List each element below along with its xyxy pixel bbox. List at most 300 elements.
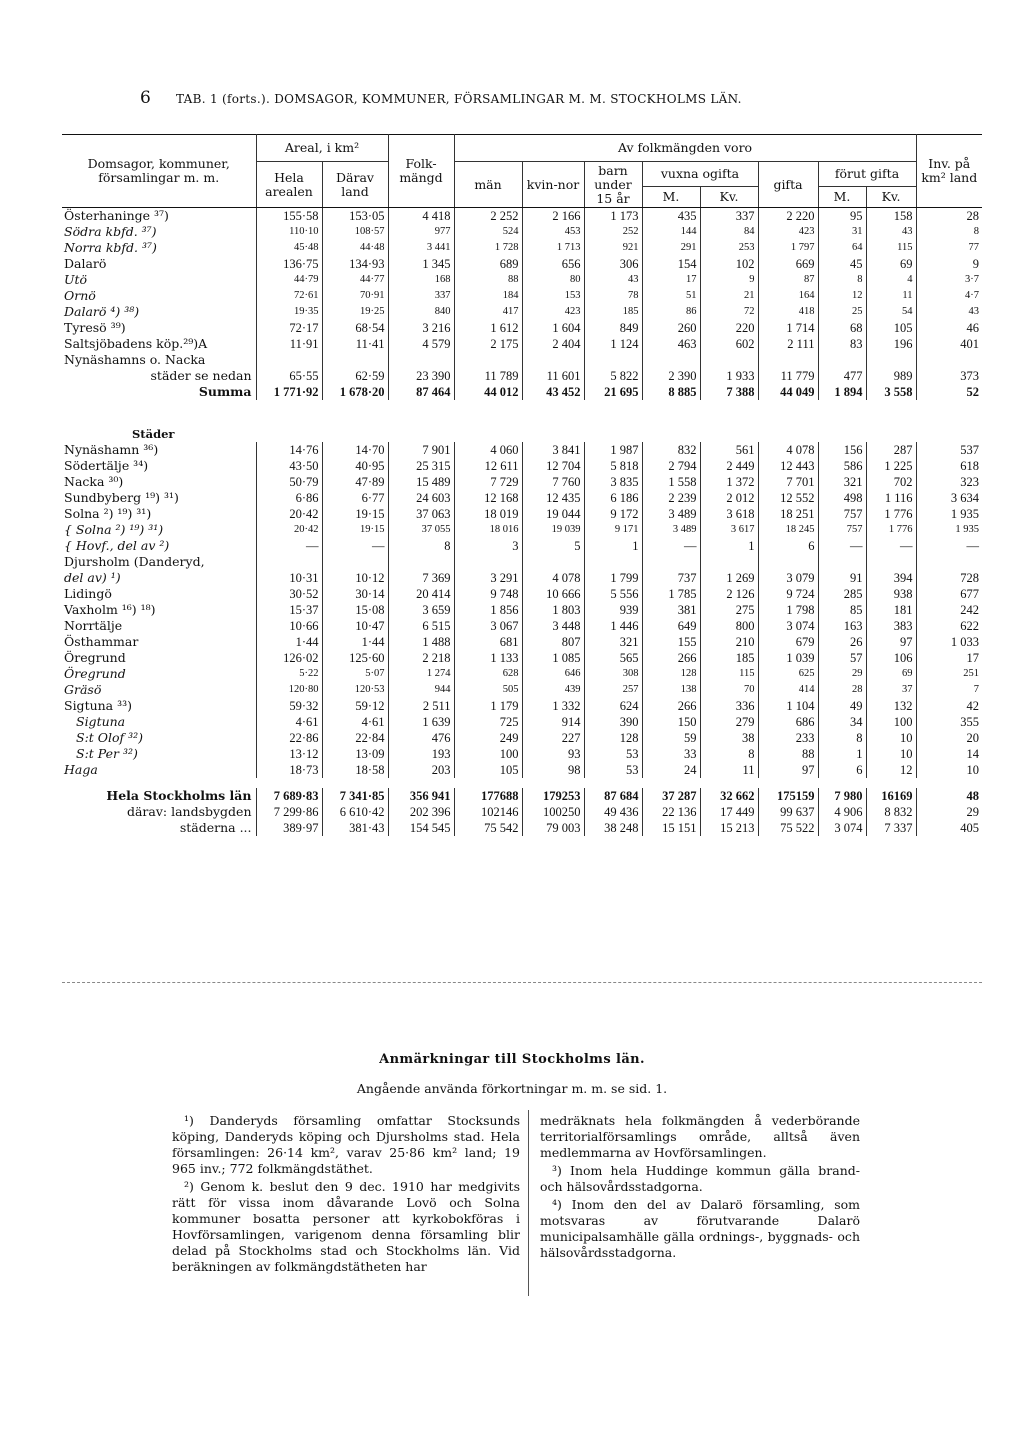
- table-row: [62, 820, 982, 836]
- table-row: [62, 666, 982, 682]
- cell: 8: [818, 272, 866, 288]
- cell: 7 337: [866, 820, 916, 836]
- cell: 2 239: [642, 490, 700, 506]
- table-row: [62, 240, 982, 256]
- row-label: Österhaninge ³⁷): [62, 208, 256, 225]
- cell: 22 136: [642, 804, 700, 820]
- cell: 50·79: [256, 474, 322, 490]
- table-row: [62, 698, 982, 714]
- cell: 32 662: [700, 788, 758, 804]
- cell: 3·7: [965, 274, 980, 285]
- row-label: Summa: [62, 384, 256, 400]
- cell: 800: [700, 618, 758, 634]
- table-body-totals: [62, 788, 982, 836]
- col-av-header: Av folkmängden voro: [454, 135, 916, 162]
- cell: 308: [584, 666, 642, 682]
- cell: 19 039: [522, 522, 584, 538]
- cell: 1 798: [758, 602, 818, 618]
- cell: 19·35: [256, 304, 322, 320]
- cell: 110·10: [256, 224, 322, 240]
- cell: [916, 554, 982, 570]
- cell: 21: [700, 288, 758, 304]
- cell: 728: [960, 571, 980, 585]
- cell: 86: [642, 304, 700, 320]
- cell: 18·58: [322, 762, 388, 778]
- cell: 3 617: [700, 522, 758, 538]
- table-row: [62, 208, 982, 225]
- cell: 144: [642, 224, 700, 240]
- cell: 418: [758, 304, 818, 320]
- cell: 22·84: [322, 730, 388, 746]
- cell: 679: [758, 634, 818, 650]
- cell: 649: [642, 618, 700, 634]
- cell: 11 779: [758, 368, 818, 384]
- cell: 18 245: [758, 522, 818, 538]
- cell: 177688: [454, 788, 522, 804]
- cell: [388, 554, 454, 570]
- cell: 44·48: [322, 240, 388, 256]
- cell: 9 172: [584, 506, 642, 522]
- cell: —: [818, 538, 866, 554]
- cell: 12 443: [758, 458, 818, 474]
- cell: 8 832: [866, 804, 916, 820]
- cell: 84: [700, 224, 758, 240]
- cell: 43 452: [522, 384, 584, 400]
- cell: 105: [454, 762, 522, 778]
- row-label: Djursholm (Danderyd,: [62, 554, 256, 570]
- cell: 3 448: [522, 618, 584, 634]
- cell: 498: [818, 490, 866, 506]
- row-label: Saltsjöbadens köp.²⁹)A: [62, 336, 256, 352]
- cell: 1: [700, 538, 758, 554]
- col-hela-header: Hela arealen: [256, 162, 322, 208]
- cell: 291: [642, 240, 700, 256]
- cell: 689: [454, 256, 522, 272]
- cell: 439: [522, 682, 584, 698]
- cell: 134·93: [322, 256, 388, 272]
- cell: [584, 554, 642, 570]
- cell: 337: [388, 288, 454, 304]
- cell: 85: [818, 602, 866, 618]
- table-row: [62, 538, 982, 554]
- row-label: Lidingö: [62, 586, 256, 602]
- cell: 401: [960, 337, 980, 351]
- cell: 3 618: [700, 506, 758, 522]
- note-4: ⁴) Inom den del av Dalarö församling, som motsvaras av förutvarande Dalarö municipalsamhälle gälla ordnings-, byggnads- och hälsovårdsstadgorna.: [540, 1197, 860, 1260]
- table-row: [62, 618, 982, 634]
- row-label: Tyresö ³⁹): [62, 320, 256, 336]
- cell: 47·89: [322, 474, 388, 490]
- cell: 12 168: [454, 490, 522, 506]
- cell: 921: [584, 240, 642, 256]
- cell: 4 060: [454, 442, 522, 458]
- cell: 1·44: [322, 634, 388, 650]
- cell: 105: [866, 320, 916, 336]
- cell: 624: [584, 698, 642, 714]
- cell: 5 822: [584, 368, 642, 384]
- cell: 43: [968, 306, 980, 317]
- cell: 849: [584, 320, 642, 336]
- cell: [818, 554, 866, 570]
- cell: 4·61: [256, 714, 322, 730]
- cell: 9 724: [758, 586, 818, 602]
- cell: 6: [818, 762, 866, 778]
- cell: 6: [758, 538, 818, 554]
- cell: 12 552: [758, 490, 818, 506]
- cell: 72: [700, 304, 758, 320]
- cell: 7 341·85: [322, 788, 388, 804]
- cell: [522, 554, 584, 570]
- cell: 677: [960, 587, 980, 601]
- cell: 1 713: [522, 240, 584, 256]
- cell: 75 522: [758, 820, 818, 836]
- cell: 53: [584, 746, 642, 762]
- cell: 30·52: [256, 586, 322, 602]
- cell: —: [322, 538, 388, 554]
- cell: 91: [818, 570, 866, 586]
- cell: 87 684: [584, 788, 642, 804]
- cell: 2 252: [454, 208, 522, 225]
- table-header: [62, 135, 982, 208]
- cell: 253: [700, 240, 758, 256]
- cell: 10·12: [322, 570, 388, 586]
- cell: [916, 352, 982, 368]
- cell: 13·09: [322, 746, 388, 762]
- cell: 16169: [866, 788, 916, 804]
- cell: 1 987: [584, 442, 642, 458]
- cell: 561: [700, 442, 758, 458]
- cell: 7 701: [758, 474, 818, 490]
- cell: 88: [758, 746, 818, 762]
- table-row: [62, 650, 982, 666]
- cell: 423: [758, 224, 818, 240]
- cell: 14: [966, 747, 980, 761]
- cell: 989: [866, 368, 916, 384]
- page-number: 6: [140, 88, 151, 108]
- cell: 10: [866, 746, 916, 762]
- note-1: ¹) Danderyds församling omfattar Stocksunds köping, Danderyds köping och Djursholms stad. Hela församlingen: 26·14 km², varav 25·86 km² land; 19 965 inv.; 772 folkmängdstäthet.: [172, 1113, 520, 1176]
- cell: 285: [818, 586, 866, 602]
- cell: 11 789: [454, 368, 522, 384]
- cell: 20: [966, 731, 980, 745]
- cell: 2 012: [700, 490, 758, 506]
- cell: 233: [758, 730, 818, 746]
- cell: 622: [960, 619, 980, 633]
- cell: 10·31: [256, 570, 322, 586]
- cell: 1 797: [758, 240, 818, 256]
- cell: 98: [522, 762, 584, 778]
- cell: [584, 352, 642, 368]
- cell: 1 446: [584, 618, 642, 634]
- cell: 394: [866, 570, 916, 586]
- cell: 3 634: [950, 491, 980, 505]
- col-vuxna-m-header: M.: [642, 187, 700, 208]
- cell: 15 213: [700, 820, 758, 836]
- running-title: TAB. 1 (forts.). DOMSAGOR, KOMMUNER, FÖRSAMLINGAR M. M. STOCKHOLMS LÄN.: [176, 92, 742, 106]
- table-row: [62, 634, 982, 650]
- cell: 42: [966, 699, 980, 713]
- table-row: [62, 320, 982, 336]
- cell: 181: [866, 602, 916, 618]
- cell: 737: [642, 570, 700, 586]
- cell: 249: [454, 730, 522, 746]
- cell: 83: [818, 336, 866, 352]
- cell: 54: [866, 304, 916, 320]
- cell: 72·61: [256, 288, 322, 304]
- cell: 3 558: [866, 384, 916, 400]
- cell: 6·77: [322, 490, 388, 506]
- cell: 19·15: [322, 522, 388, 538]
- cell: 8: [388, 538, 454, 554]
- notes-right-column: [540, 1113, 860, 1263]
- table-row: [62, 586, 982, 602]
- cell: 2 220: [758, 208, 818, 225]
- cell: 37 287: [642, 788, 700, 804]
- row-label: del av) ¹): [62, 570, 256, 586]
- cell: 3 841: [522, 442, 584, 458]
- cell: 832: [642, 442, 700, 458]
- cell: 210: [700, 634, 758, 650]
- cell: 12 435: [522, 490, 584, 506]
- cell: 3: [454, 538, 522, 554]
- note-2: ²) Genom k. beslut den 9 dec. 1910 har medgivits rätt för vissa inom dåvarande Lovö och Solna kommuner bosatta personer att kyrkobokföras i Hovförsamlingen, varigenom denna församling blir delad på Stockholms stad och Stockholms län. Vid beräkningen av folkmängdstätheten har: [172, 1179, 520, 1274]
- cell: 20 414: [388, 586, 454, 602]
- row-label: Södra kbfd. ³⁷): [62, 224, 256, 240]
- row-label: Nynäshamns o. Nacka: [62, 352, 256, 368]
- cell: 59·12: [322, 698, 388, 714]
- col-name-header: Domsagor, kommuner, församlingar m. m.: [62, 135, 256, 208]
- cell: 1 604: [522, 320, 584, 336]
- cell: 97: [758, 762, 818, 778]
- table-row: [62, 384, 982, 400]
- cell: 45: [818, 256, 866, 272]
- col-darav-header: Därav land: [322, 162, 388, 208]
- cell: 356 941: [388, 788, 454, 804]
- cell: 132: [866, 698, 916, 714]
- cell: 64: [818, 240, 866, 256]
- cell: 38 248: [584, 820, 642, 836]
- cell: 52: [966, 385, 980, 399]
- cell: 70: [700, 682, 758, 698]
- cell: 2 511: [388, 698, 454, 714]
- cell: 3 489: [642, 522, 700, 538]
- table-row: [62, 730, 982, 746]
- cell: 44 049: [758, 384, 818, 400]
- cell: 9 748: [454, 586, 522, 602]
- cell: [818, 352, 866, 368]
- col-areal-header: Areal, i km²: [256, 135, 388, 162]
- cell: 1·44: [256, 634, 322, 650]
- cell: 138: [642, 682, 700, 698]
- cell: 29: [966, 805, 980, 819]
- notes-title: Anmärkningar till Stockholms län.: [379, 1052, 645, 1067]
- cell: 11·91: [256, 336, 322, 352]
- table-body-landsbygd: [62, 208, 982, 401]
- cell: 565: [584, 650, 642, 666]
- table-row: [62, 352, 982, 368]
- cell: 193: [388, 746, 454, 762]
- cell: 524: [454, 224, 522, 240]
- cell: 3 079: [758, 570, 818, 586]
- cell: 4 078: [758, 442, 818, 458]
- cell: 3 659: [388, 602, 454, 618]
- cell: 18·73: [256, 762, 322, 778]
- cell: 10 666: [522, 586, 584, 602]
- cell: 68: [818, 320, 866, 336]
- cell: 33: [642, 746, 700, 762]
- cell: 4: [866, 272, 916, 288]
- cell: 1 104: [758, 698, 818, 714]
- cell: 2 218: [388, 650, 454, 666]
- cell: 185: [584, 304, 642, 320]
- cell: 628: [454, 666, 522, 682]
- cell: 18 016: [454, 522, 522, 538]
- table-row: [62, 788, 982, 804]
- col-barn-header: barn under 15 år: [584, 162, 642, 208]
- col-forut-header: förut gifta: [818, 162, 916, 187]
- cell: 3 074: [818, 820, 866, 836]
- cell: 106: [866, 650, 916, 666]
- cell: 3 291: [454, 570, 522, 586]
- cell: 4·7: [965, 290, 980, 301]
- cell: 8: [973, 226, 980, 237]
- cell: [700, 352, 758, 368]
- cell: 24: [642, 762, 700, 778]
- row-label: Solna ²) ¹⁹) ³¹): [62, 506, 256, 522]
- row-label: Sigtuna: [62, 714, 256, 730]
- cell: 126·02: [256, 650, 322, 666]
- table-row: [62, 490, 982, 506]
- cell: 423: [522, 304, 584, 320]
- col-gifta-header: gifta: [758, 162, 818, 208]
- cell: 185: [700, 650, 758, 666]
- cell: 725: [454, 714, 522, 730]
- cell: 306: [584, 256, 642, 272]
- cell: 20·42: [256, 522, 322, 538]
- cell: 29: [818, 666, 866, 682]
- note-3: ³) Inom hela Huddinge kommun gälla brand- och hälsovårdsstadgorna.: [540, 1163, 860, 1194]
- cell: 93: [522, 746, 584, 762]
- cell: 1 799: [584, 570, 642, 586]
- cell: 2 175: [454, 336, 522, 352]
- cell: 49: [818, 698, 866, 714]
- cell: 48: [966, 789, 980, 803]
- cell: 175159: [758, 788, 818, 804]
- cell: 65·55: [256, 368, 322, 384]
- cell: 417: [454, 304, 522, 320]
- cell: 586: [818, 458, 866, 474]
- cell: 10: [966, 763, 980, 777]
- cell: 1 039: [758, 650, 818, 666]
- cell: 179253: [522, 788, 584, 804]
- cell: 115: [700, 666, 758, 682]
- cell: 120·53: [322, 682, 388, 698]
- cell: 669: [758, 256, 818, 272]
- cell: 44 012: [454, 384, 522, 400]
- cell: 17: [966, 651, 980, 665]
- cell: 15·37: [256, 602, 322, 618]
- row-label: Östhammar: [62, 634, 256, 650]
- cell: 266: [642, 698, 700, 714]
- cell: [454, 554, 522, 570]
- cell: 154: [642, 256, 700, 272]
- table-row: [62, 368, 982, 384]
- cell: 87: [758, 272, 818, 288]
- cell: 914: [522, 714, 584, 730]
- cell: 477: [818, 368, 866, 384]
- table-row: [62, 474, 982, 490]
- col-vuxna-header: vuxna ogifta: [642, 162, 758, 187]
- col-vuxna-kv-header: Kv.: [700, 187, 758, 208]
- table-body-stader: [62, 442, 982, 778]
- row-label: därav: landsbygden: [62, 804, 256, 820]
- cell: 46: [966, 321, 980, 335]
- cell: 77: [968, 242, 980, 253]
- cell: 37: [866, 682, 916, 698]
- row-label: Norrtälje: [62, 618, 256, 634]
- cell: 1 033: [950, 635, 980, 649]
- cell: 168: [388, 272, 454, 288]
- cell: 25: [818, 304, 866, 320]
- cell: 977: [388, 224, 454, 240]
- cell: 17 449: [700, 804, 758, 820]
- table-row: [62, 522, 982, 538]
- cell: 22·86: [256, 730, 322, 746]
- cell: 79 003: [522, 820, 584, 836]
- table-row: [62, 682, 982, 698]
- cell: 252: [584, 224, 642, 240]
- cell: 18 251: [758, 506, 818, 522]
- cell: 70·91: [322, 288, 388, 304]
- cell: 646: [522, 666, 584, 682]
- section-label-stader: Städer: [132, 427, 175, 441]
- col-inv-header: Inv. på km² land: [916, 135, 982, 208]
- row-label: Sigtuna ³³): [62, 698, 256, 714]
- note-2-continued: medräknats hela folkmängden å vederbörande territorialförsamlings område, alltså även medlemmarna av Hovförsamlingen.: [540, 1113, 860, 1160]
- cell: 31: [818, 224, 866, 240]
- cell: [256, 352, 322, 368]
- column-divider: [528, 1110, 529, 1296]
- cell: 44·77: [322, 272, 388, 288]
- cell: 43: [584, 272, 642, 288]
- cell: 23 390: [388, 368, 454, 384]
- cell: 9: [700, 272, 758, 288]
- cell: 100: [866, 714, 916, 730]
- section-header: [62, 400, 982, 442]
- row-label: Vaxholm ¹⁶) ¹⁸): [62, 602, 256, 618]
- cell: 99 637: [758, 804, 818, 820]
- table-row: [62, 458, 982, 474]
- cell: 1 935: [950, 507, 980, 521]
- cell: [322, 554, 388, 570]
- cell: 618: [960, 459, 980, 473]
- cell: 435: [642, 208, 700, 225]
- cell: 1 124: [584, 336, 642, 352]
- notes-left-column: [172, 1113, 520, 1277]
- cell: 28: [818, 682, 866, 698]
- cell: 383: [866, 618, 916, 634]
- cell: 7 729: [454, 474, 522, 490]
- row-label: städerna ...: [62, 820, 256, 836]
- cell: [322, 352, 388, 368]
- cell: 14·76: [256, 442, 322, 458]
- cell: 1 728: [454, 240, 522, 256]
- cell: 1 345: [388, 256, 454, 272]
- cell: 938: [866, 586, 916, 602]
- cell: 13·12: [256, 746, 322, 762]
- cell: 4 078: [522, 570, 584, 586]
- cell: 43: [866, 224, 916, 240]
